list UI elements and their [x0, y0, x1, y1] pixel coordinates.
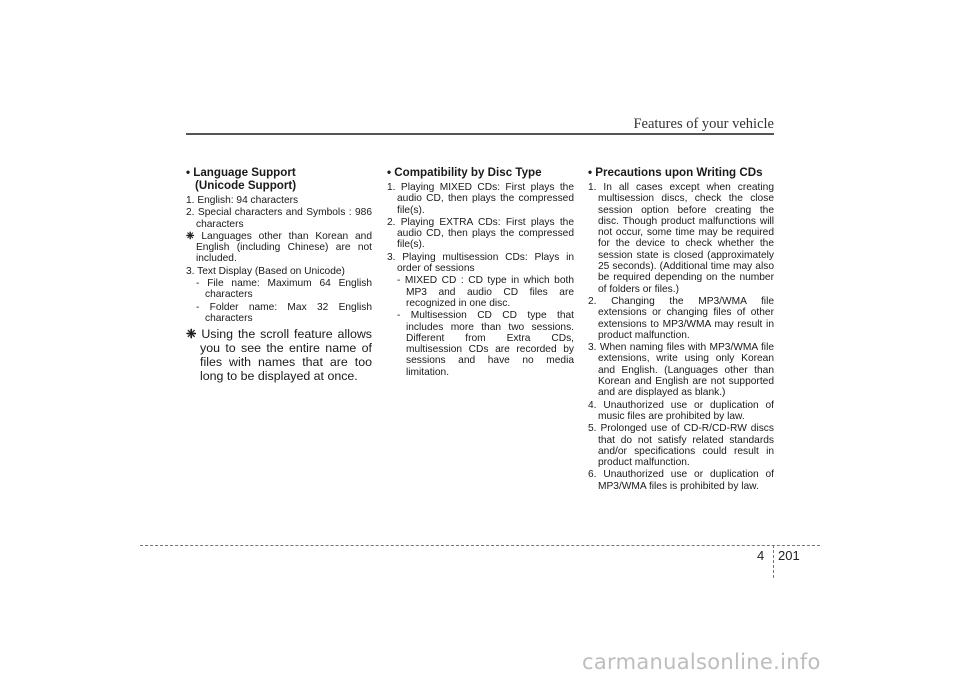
header-rule — [186, 133, 774, 135]
precautions-heading: • Precautions upon Writing CDs — [588, 166, 763, 179]
sub-list-item: - Folder name: Max 32 English characters — [196, 301, 372, 324]
list-item: 1. Playing MIXED CDs: First plays the audio CD, then plays the compressed file(s). — [387, 182, 574, 216]
sub-list-item: - MIXED CD : CD type in which both MP3 and audio CD files are recognized in one disc. — [397, 275, 574, 309]
language-support-section — [186, 166, 372, 383]
list-item: 3. When naming files with MP3/WMA file extensions, write using only Korean and English. (Languages other than Korean and English are not supported and are displayed as blank.) — [588, 342, 774, 399]
chapter-number: 4 — [757, 548, 765, 563]
heading-line: (Unicode Support) — [195, 179, 297, 192]
scroll-note — [186, 327, 372, 383]
page-header-title: Features of your vehicle — [633, 116, 774, 132]
compatibility-section — [387, 166, 574, 379]
list-item: 1. In all cases except when creating multisession discs, check the close session option before creating the disc. Though product malfunctions will not occur, some time may be required for the device to check whether the session state is closed (approximately 25 seconds). (Additional time may also be required depending on the number of folders or files.) — [588, 182, 774, 295]
heading-line: • Language Support — [186, 166, 296, 179]
sub-list-item: - File name: Maximum 64 English characters — [196, 278, 372, 301]
list-item: 1. English: 94 characters — [186, 195, 299, 206]
watermark: carmanualsonline.info — [582, 650, 821, 674]
note — [186, 231, 372, 265]
page-number: 201 — [778, 548, 800, 563]
page-number-separator — [773, 545, 774, 578]
list-item: 2. Changing the MP3/WMA file extensions or changing files of other extensions to MP3/WMA may result in product malfunction. — [588, 295, 774, 341]
list-item: 6. Unauthorized use or duplication of MP3/WMA files is prohibited by law. — [588, 469, 774, 492]
note-mark-icon: ❈ — [186, 230, 195, 242]
list-item: 2. Playing EXTRA CDs: First plays the audio CD, then plays the compressed file(s). — [387, 216, 574, 251]
footer-rule — [140, 545, 820, 546]
note-mark-icon: ❈ — [186, 327, 197, 342]
list-item: 2. Special characters and Symbols : 986 characters — [186, 207, 372, 230]
list-item: 5. Prolonged use of CD-R/CD-RW discs that do not satisfy related standards and/or specifications could result in product malfunction. — [588, 423, 774, 469]
note-text: Languages other than Korean and English (including Chinese) are not included. — [194, 230, 372, 265]
compatibility-heading: • Compatibility by Disc Type — [387, 166, 542, 179]
language-support-heading — [186, 166, 372, 192]
note-text: Using the scroll feature allows you to see the entire name of files with names that are too long to be displayed at once. — [196, 327, 372, 384]
list-item: 4. Unauthorized use or duplication of music files are prohibited by law. — [588, 399, 774, 422]
list-item: 3. Text Display (Based on Unicode) — [186, 265, 345, 277]
precautions-section — [588, 166, 774, 493]
list-item: 3. Playing multisession CDs: Plays in order of sessions — [387, 251, 574, 275]
sub-list-item: - Multisession CD CD type that includes more than two sessions. Different from Extra CDs, multisession CDs are recorded by sessions and have no media limitation. — [397, 310, 574, 378]
